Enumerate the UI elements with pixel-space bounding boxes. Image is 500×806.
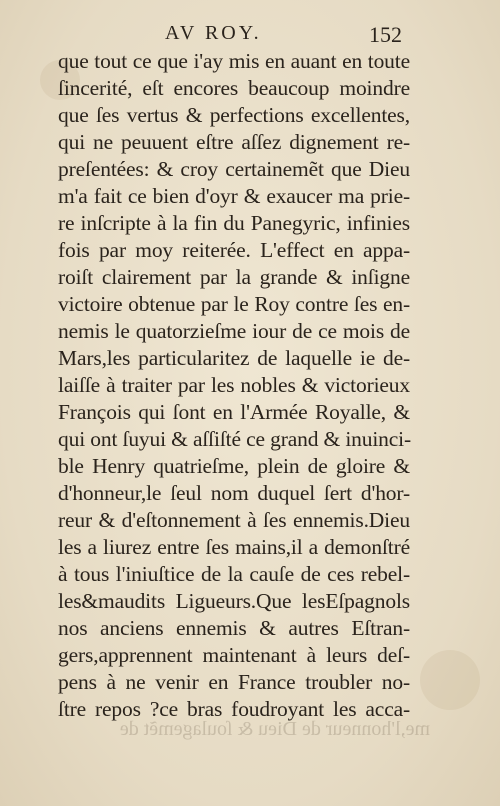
- text-line: ſincerité, eſt encores beaucoup moindre: [58, 76, 410, 100]
- text-line: qui ne peuuent eſtre aſſez dignement re-: [58, 130, 410, 154]
- text-line: d'honneur,le ſeul nom duquel ſert d'hor-: [58, 481, 410, 505]
- text-line: ble Henry quatrieſme, plein de gloire &: [58, 454, 410, 478]
- paper-stain: [420, 650, 480, 710]
- show-through-text: me,l'honneur de Dieu & ſoulagemẽt de: [119, 718, 430, 740]
- text-line: reur & d'eſtonnement à ſes ennemis.Dieu: [58, 508, 410, 532]
- text-line: fois par moy reiterée. L'effect en appa-: [58, 238, 410, 262]
- running-head: AV ROY.: [165, 22, 262, 44]
- text-line: gers,apprennent maintenant à leurs deſ-: [58, 643, 410, 667]
- text-line: à tous l'iniuſtice de la cauſe de ces rebel-: [58, 562, 410, 586]
- text-line: victoire obtenue par le Roy contre ſes en-: [58, 292, 410, 316]
- page-number: 152: [369, 22, 402, 47]
- text-line: pens à ne venir en France troubler no-: [58, 670, 410, 694]
- text-line: qui ont ſuyui & aſſiſté ce grand & inuinci-: [58, 427, 412, 451]
- text-line: Mars,les particularitez de laquelle ie de-: [58, 346, 410, 370]
- text-line: les a liurez entre ſes mains,il a demonſtré: [58, 535, 410, 559]
- text-line: que tout ce que i'ay mis en auant en toute: [58, 49, 410, 73]
- text-line: nemis le quatorzieſme iour de ce mois de: [58, 319, 410, 343]
- text-line: nos anciens ennemis & autres Eſtran-: [58, 616, 410, 640]
- body-text: [58, 48, 410, 723]
- text-line: les&maudits Ligueurs.Que lesEſpagnols: [58, 589, 410, 613]
- text-line: que ſes vertus & perfections excellentes,: [58, 103, 410, 127]
- text-line: m'a fait ce bien d'oyr & exaucer ma prie-: [58, 184, 410, 208]
- text-line: François qui ſont en l'Armée Royalle, &: [58, 400, 410, 424]
- text-line: re inſcripte à la fin du Panegyric, infinies: [58, 211, 410, 235]
- text-line: roiſt clairement par la grande & inſigne: [58, 265, 410, 289]
- text-line: ſtre repos ?ce bras foudroyant les acca-: [58, 697, 410, 721]
- text-line: preſentées: & croy certainemẽt que Dieu: [58, 157, 410, 181]
- text-line: laiſſe à traiter par les nobles & victorieux: [58, 373, 410, 397]
